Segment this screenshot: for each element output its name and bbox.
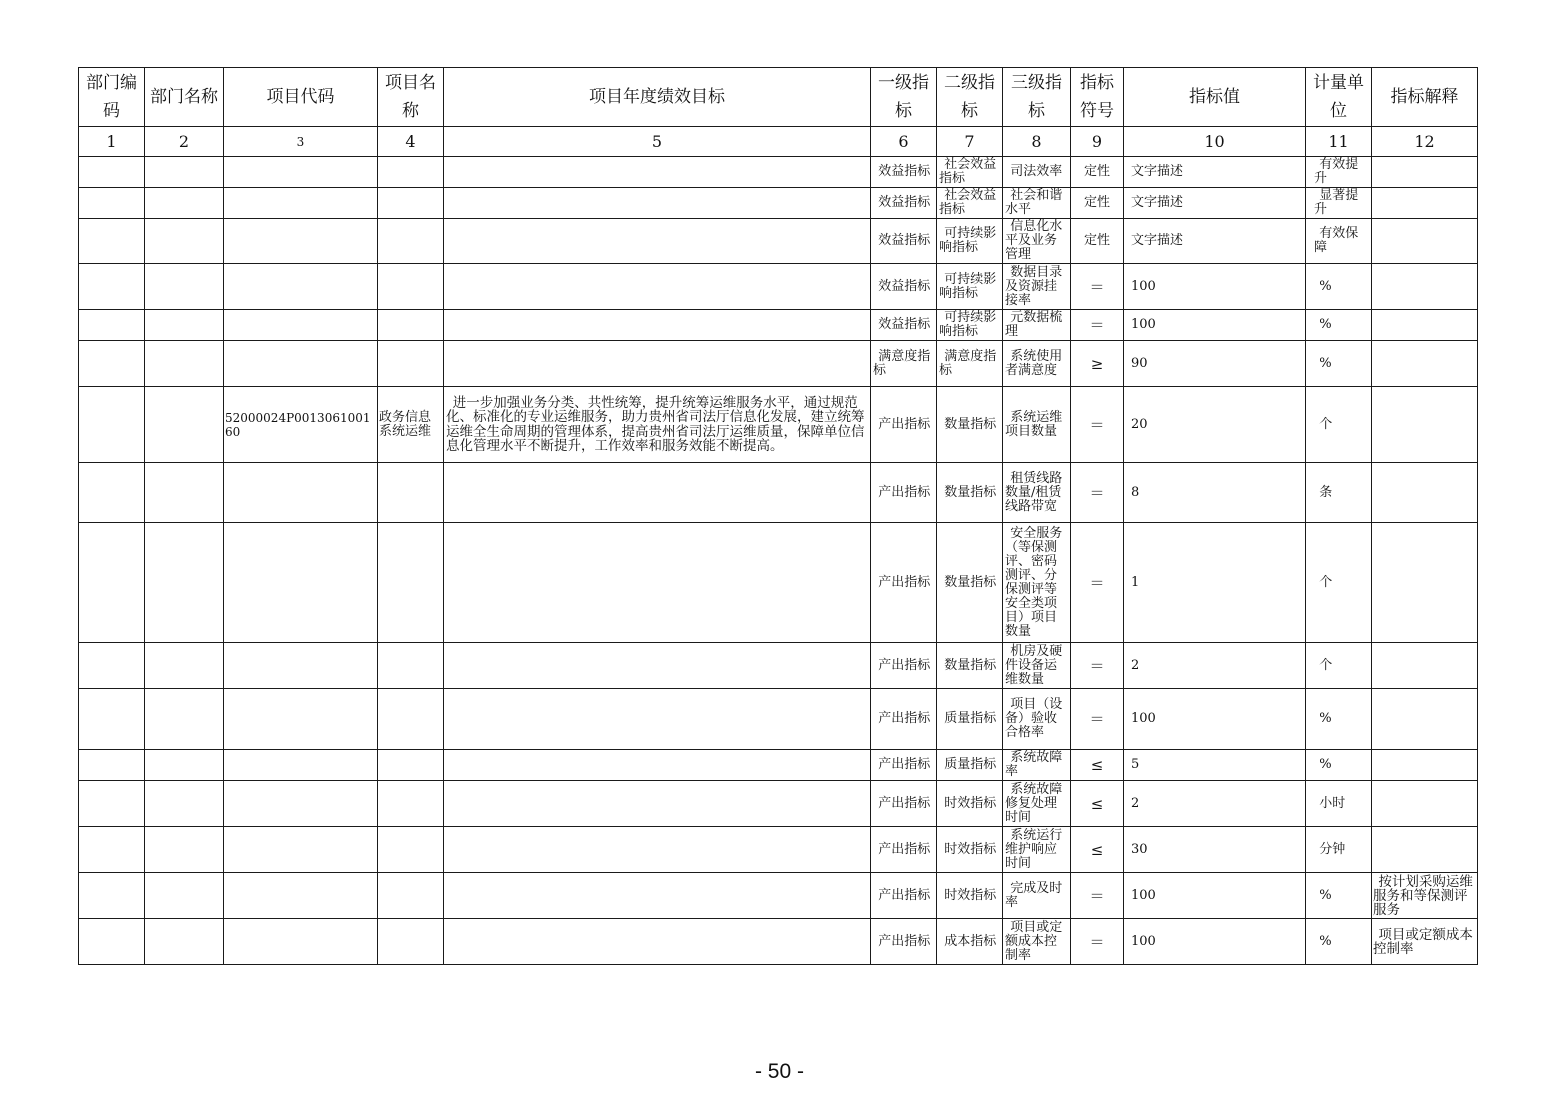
explanation-cell: 按计划采购运维服务和等保测评服务 xyxy=(1372,873,1478,919)
indicator-value-cell: 100 xyxy=(1124,919,1306,965)
level1-indicator-cell: 产出指标 xyxy=(871,873,937,919)
project-code-cell xyxy=(224,310,378,341)
column-number: 4 xyxy=(378,127,444,157)
column-number: 5 xyxy=(444,127,871,157)
level1-indicator-cell: 效益指标 xyxy=(871,188,937,219)
project-code-cell xyxy=(224,919,378,965)
level1-indicator-cell: 产出指标 xyxy=(871,689,937,750)
project-name-cell xyxy=(378,219,444,264)
explanation-cell xyxy=(1372,219,1478,264)
project-goal-cell xyxy=(444,643,871,689)
project-goal-cell xyxy=(444,523,871,643)
project-code-cell xyxy=(224,827,378,873)
level2-indicator-cell: 社会效益指标 xyxy=(937,157,1003,188)
dept-code-cell xyxy=(79,219,145,264)
level2-indicator-cell: 质量指标 xyxy=(937,689,1003,750)
header-cell: 项目年度绩效目标 xyxy=(444,68,871,127)
indicator-symbol-cell: ≤ xyxy=(1071,827,1124,873)
project-code-cell xyxy=(224,463,378,523)
indicator-symbol-cell: ≤ xyxy=(1071,750,1124,781)
project-goal-cell: 进一步加强业务分类、共性统筹，提升统筹运维服务水平，通过规范化、标准化的专业运维服务，助力贵州省司法厅信息化发展，建立统筹运维全生命周期的管理体系，提高贵州省司法厅运维质量，保障单位信息化管理水平不断提升，工作效率和服务效能不断提高。 xyxy=(444,387,871,463)
indicator-symbol-cell: ≥ xyxy=(1071,341,1124,387)
indicator-symbol-cell: 定性 xyxy=(1071,157,1124,188)
indicator-value-cell: 2 xyxy=(1124,643,1306,689)
project-code-cell xyxy=(224,873,378,919)
level2-indicator-cell: 满意度指标 xyxy=(937,341,1003,387)
project-name-cell xyxy=(378,873,444,919)
column-number: 1 xyxy=(79,127,145,157)
dept-name-cell xyxy=(145,310,224,341)
dept-name-cell xyxy=(145,523,224,643)
header-cell: 指标值 xyxy=(1124,68,1306,127)
column-number: 12 xyxy=(1372,127,1478,157)
column-number: 9 xyxy=(1071,127,1124,157)
level3-indicator-cell: 系统使用者满意度 xyxy=(1003,341,1071,387)
level3-indicator-cell: 完成及时率 xyxy=(1003,873,1071,919)
column-number: 11 xyxy=(1306,127,1372,157)
level3-indicator-cell: 安全服务（等保测评、密码测评、分保测评等安全类项目）项目数量 xyxy=(1003,523,1071,643)
dept-code-cell xyxy=(79,827,145,873)
level2-indicator-cell: 质量指标 xyxy=(937,750,1003,781)
header-cell: 三级指标 xyxy=(1003,68,1071,127)
project-name-cell xyxy=(378,689,444,750)
dept-name-cell xyxy=(145,264,224,310)
indicator-value-cell: 30 xyxy=(1124,827,1306,873)
level3-indicator-cell: 信息化水平及业务管理 xyxy=(1003,219,1071,264)
dept-name-cell xyxy=(145,643,224,689)
project-code-cell xyxy=(224,643,378,689)
level1-indicator-cell: 产出指标 xyxy=(871,463,937,523)
unit-cell: % xyxy=(1306,264,1372,310)
dept-name-cell xyxy=(145,219,224,264)
level2-indicator-cell: 时效指标 xyxy=(937,873,1003,919)
dept-code-cell xyxy=(79,157,145,188)
performance-table xyxy=(78,67,1478,965)
explanation-cell xyxy=(1372,827,1478,873)
dept-code-cell xyxy=(79,873,145,919)
project-goal-cell xyxy=(444,689,871,750)
project-code-cell xyxy=(224,523,378,643)
project-code-cell xyxy=(224,157,378,188)
indicator-symbol-cell: ＝ xyxy=(1071,463,1124,523)
level2-indicator-cell: 可持续影响指标 xyxy=(937,219,1003,264)
project-goal-cell xyxy=(444,264,871,310)
table-row xyxy=(79,750,1478,781)
level3-indicator-cell: 系统运维项目数量 xyxy=(1003,387,1071,463)
project-code-cell xyxy=(224,781,378,827)
explanation-cell xyxy=(1372,341,1478,387)
level3-indicator-cell: 系统运行维护响应时间 xyxy=(1003,827,1071,873)
level3-indicator-cell: 项目（设备）验收合格率 xyxy=(1003,689,1071,750)
dept-code-cell xyxy=(79,689,145,750)
table-row xyxy=(79,387,1478,463)
header-cell: 指标解释 xyxy=(1372,68,1478,127)
table-body xyxy=(79,157,1478,965)
project-name-cell xyxy=(378,310,444,341)
table-row xyxy=(79,188,1478,219)
dept-code-cell xyxy=(79,310,145,341)
explanation-cell xyxy=(1372,750,1478,781)
table-row xyxy=(79,264,1478,310)
dept-code-cell xyxy=(79,264,145,310)
explanation-cell xyxy=(1372,188,1478,219)
column-number: 3 xyxy=(224,127,378,157)
indicator-value-cell: 1 xyxy=(1124,523,1306,643)
table-row xyxy=(79,781,1478,827)
project-goal-cell xyxy=(444,827,871,873)
table-row xyxy=(79,157,1478,188)
project-goal-cell xyxy=(444,919,871,965)
table-row xyxy=(79,310,1478,341)
project-code-cell xyxy=(224,689,378,750)
unit-cell: % xyxy=(1306,310,1372,341)
project-goal-cell xyxy=(444,310,871,341)
table-row xyxy=(79,873,1478,919)
unit-cell: 个 xyxy=(1306,387,1372,463)
dept-code-cell xyxy=(79,463,145,523)
dept-name-cell xyxy=(145,341,224,387)
dept-name-cell xyxy=(145,157,224,188)
level1-indicator-cell: 效益指标 xyxy=(871,264,937,310)
indicator-value-cell: 100 xyxy=(1124,264,1306,310)
project-name-cell xyxy=(378,750,444,781)
unit-cell: 条 xyxy=(1306,463,1372,523)
dept-name-cell xyxy=(145,463,224,523)
unit-cell: 显著提升 xyxy=(1306,188,1372,219)
header-cell: 部门名称 xyxy=(145,68,224,127)
indicator-value-cell: 100 xyxy=(1124,873,1306,919)
indicator-symbol-cell: ＝ xyxy=(1071,387,1124,463)
project-goal-cell xyxy=(444,219,871,264)
level1-indicator-cell: 效益指标 xyxy=(871,219,937,264)
level2-indicator-cell: 时效指标 xyxy=(937,781,1003,827)
dept-name-cell xyxy=(145,873,224,919)
indicator-symbol-cell: ≤ xyxy=(1071,781,1124,827)
explanation-cell xyxy=(1372,157,1478,188)
indicator-symbol-cell: ＝ xyxy=(1071,873,1124,919)
project-code-cell xyxy=(224,341,378,387)
indicator-value-cell: 2 xyxy=(1124,781,1306,827)
header-cell: 一级指标 xyxy=(871,68,937,127)
level2-indicator-cell: 可持续影响指标 xyxy=(937,264,1003,310)
indicator-value-cell: 20 xyxy=(1124,387,1306,463)
column-number: 7 xyxy=(937,127,1003,157)
indicator-value-cell: 100 xyxy=(1124,310,1306,341)
project-goal-cell xyxy=(444,781,871,827)
header-cell: 指标符号 xyxy=(1071,68,1124,127)
dept-code-cell xyxy=(79,523,145,643)
project-name-cell xyxy=(378,157,444,188)
indicator-symbol-cell: ＝ xyxy=(1071,643,1124,689)
unit-cell: 小时 xyxy=(1306,781,1372,827)
table-row xyxy=(79,341,1478,387)
dept-code-cell xyxy=(79,781,145,827)
level3-indicator-cell: 机房及硬件设备运维数量 xyxy=(1003,643,1071,689)
unit-cell: 个 xyxy=(1306,643,1372,689)
project-name-cell xyxy=(378,523,444,643)
level1-indicator-cell: 产出指标 xyxy=(871,919,937,965)
header-row xyxy=(79,68,1478,127)
indicator-symbol-cell: ＝ xyxy=(1071,919,1124,965)
project-goal-cell xyxy=(444,157,871,188)
level1-indicator-cell: 产出指标 xyxy=(871,523,937,643)
level2-indicator-cell: 成本指标 xyxy=(937,919,1003,965)
explanation-cell xyxy=(1372,643,1478,689)
column-number: 2 xyxy=(145,127,224,157)
indicator-value-cell: 90 xyxy=(1124,341,1306,387)
explanation-cell xyxy=(1372,781,1478,827)
table-row xyxy=(79,463,1478,523)
unit-cell: % xyxy=(1306,341,1372,387)
level1-indicator-cell: 产出指标 xyxy=(871,643,937,689)
indicator-symbol-cell: ＝ xyxy=(1071,264,1124,310)
level3-indicator-cell: 司法效率 xyxy=(1003,157,1071,188)
level1-indicator-cell: 产出指标 xyxy=(871,387,937,463)
project-name-cell xyxy=(378,264,444,310)
header-cell: 计量单位 xyxy=(1306,68,1372,127)
project-goal-cell xyxy=(444,463,871,523)
unit-cell: 有效提升 xyxy=(1306,157,1372,188)
explanation-cell xyxy=(1372,689,1478,750)
explanation-cell xyxy=(1372,387,1478,463)
project-code-cell xyxy=(224,264,378,310)
table-row xyxy=(79,523,1478,643)
level2-indicator-cell: 数量指标 xyxy=(937,387,1003,463)
project-code-cell xyxy=(224,750,378,781)
indicator-value-cell: 文字描述 xyxy=(1124,157,1306,188)
explanation-cell xyxy=(1372,310,1478,341)
project-goal-cell xyxy=(444,188,871,219)
project-code-cell: 52000024P001306100160 xyxy=(224,387,378,463)
dept-name-cell xyxy=(145,781,224,827)
unit-cell: % xyxy=(1306,689,1372,750)
level1-indicator-cell: 产出指标 xyxy=(871,781,937,827)
project-goal-cell xyxy=(444,750,871,781)
dept-code-cell xyxy=(79,188,145,219)
dept-code-cell xyxy=(79,387,145,463)
indicator-symbol-cell: ＝ xyxy=(1071,310,1124,341)
project-name-cell xyxy=(378,827,444,873)
indicator-value-cell: 文字描述 xyxy=(1124,188,1306,219)
level2-indicator-cell: 数量指标 xyxy=(937,643,1003,689)
page-number: - 50 - xyxy=(754,1060,804,1083)
level2-indicator-cell: 可持续影响指标 xyxy=(937,310,1003,341)
project-name-cell xyxy=(378,463,444,523)
project-name-cell xyxy=(378,919,444,965)
project-goal-cell xyxy=(444,341,871,387)
header-cell: 部门编码 xyxy=(79,68,145,127)
project-name-cell xyxy=(378,643,444,689)
explanation-cell xyxy=(1372,463,1478,523)
level3-indicator-cell: 项目或定额成本控制率 xyxy=(1003,919,1071,965)
header-cell: 二级指标 xyxy=(937,68,1003,127)
level1-indicator-cell: 产出指标 xyxy=(871,750,937,781)
dept-code-cell xyxy=(79,341,145,387)
dept-name-cell xyxy=(145,827,224,873)
dept-code-cell xyxy=(79,919,145,965)
column-number-row xyxy=(79,127,1478,157)
level3-indicator-cell: 社会和谐水平 xyxy=(1003,188,1071,219)
unit-cell: % xyxy=(1306,750,1372,781)
column-number: 8 xyxy=(1003,127,1071,157)
level2-indicator-cell: 社会效益指标 xyxy=(937,188,1003,219)
indicator-symbol-cell: 定性 xyxy=(1071,219,1124,264)
unit-cell: % xyxy=(1306,873,1372,919)
level3-indicator-cell: 租赁线路数量/租赁线路带宽 xyxy=(1003,463,1071,523)
level2-indicator-cell: 数量指标 xyxy=(937,523,1003,643)
level3-indicator-cell: 数据目录及资源挂接率 xyxy=(1003,264,1071,310)
level1-indicator-cell: 效益指标 xyxy=(871,157,937,188)
unit-cell: 有效保障 xyxy=(1306,219,1372,264)
dept-name-cell xyxy=(145,188,224,219)
indicator-symbol-cell: 定性 xyxy=(1071,188,1124,219)
project-name-cell xyxy=(378,341,444,387)
indicator-symbol-cell: ＝ xyxy=(1071,523,1124,643)
header-cell: 项目名称 xyxy=(378,68,444,127)
indicator-value-cell: 文字描述 xyxy=(1124,219,1306,264)
dept-name-cell xyxy=(145,387,224,463)
unit-cell: 分钟 xyxy=(1306,827,1372,873)
explanation-cell: 项目或定额成本控制率 xyxy=(1372,919,1478,965)
column-number: 10 xyxy=(1124,127,1306,157)
level1-indicator-cell: 产出指标 xyxy=(871,827,937,873)
project-code-cell xyxy=(224,219,378,264)
project-name-cell xyxy=(378,188,444,219)
column-number: 6 xyxy=(871,127,937,157)
header-cell: 项目代码 xyxy=(224,68,378,127)
indicator-value-cell: 5 xyxy=(1124,750,1306,781)
indicator-value-cell: 8 xyxy=(1124,463,1306,523)
indicator-value-cell: 100 xyxy=(1124,689,1306,750)
unit-cell: % xyxy=(1306,919,1372,965)
dept-name-cell xyxy=(145,750,224,781)
level3-indicator-cell: 系统故障率 xyxy=(1003,750,1071,781)
project-goal-cell xyxy=(444,873,871,919)
table-row xyxy=(79,827,1478,873)
level3-indicator-cell: 系统故障修复处理时间 xyxy=(1003,781,1071,827)
project-code-cell xyxy=(224,188,378,219)
dept-code-cell xyxy=(79,643,145,689)
table-row xyxy=(79,219,1478,264)
explanation-cell xyxy=(1372,264,1478,310)
level1-indicator-cell: 满意度指标 xyxy=(871,341,937,387)
project-name-cell xyxy=(378,781,444,827)
unit-cell: 个 xyxy=(1306,523,1372,643)
table-row xyxy=(79,643,1478,689)
project-name-cell: 政务信息系统运维 xyxy=(378,387,444,463)
explanation-cell xyxy=(1372,523,1478,643)
dept-code-cell xyxy=(79,750,145,781)
level3-indicator-cell: 元数据梳理 xyxy=(1003,310,1071,341)
level2-indicator-cell: 数量指标 xyxy=(937,463,1003,523)
table-row xyxy=(79,919,1478,965)
dept-name-cell xyxy=(145,919,224,965)
level1-indicator-cell: 效益指标 xyxy=(871,310,937,341)
table-row xyxy=(79,689,1478,750)
indicator-symbol-cell: ＝ xyxy=(1071,689,1124,750)
dept-name-cell xyxy=(145,689,224,750)
level2-indicator-cell: 时效指标 xyxy=(937,827,1003,873)
